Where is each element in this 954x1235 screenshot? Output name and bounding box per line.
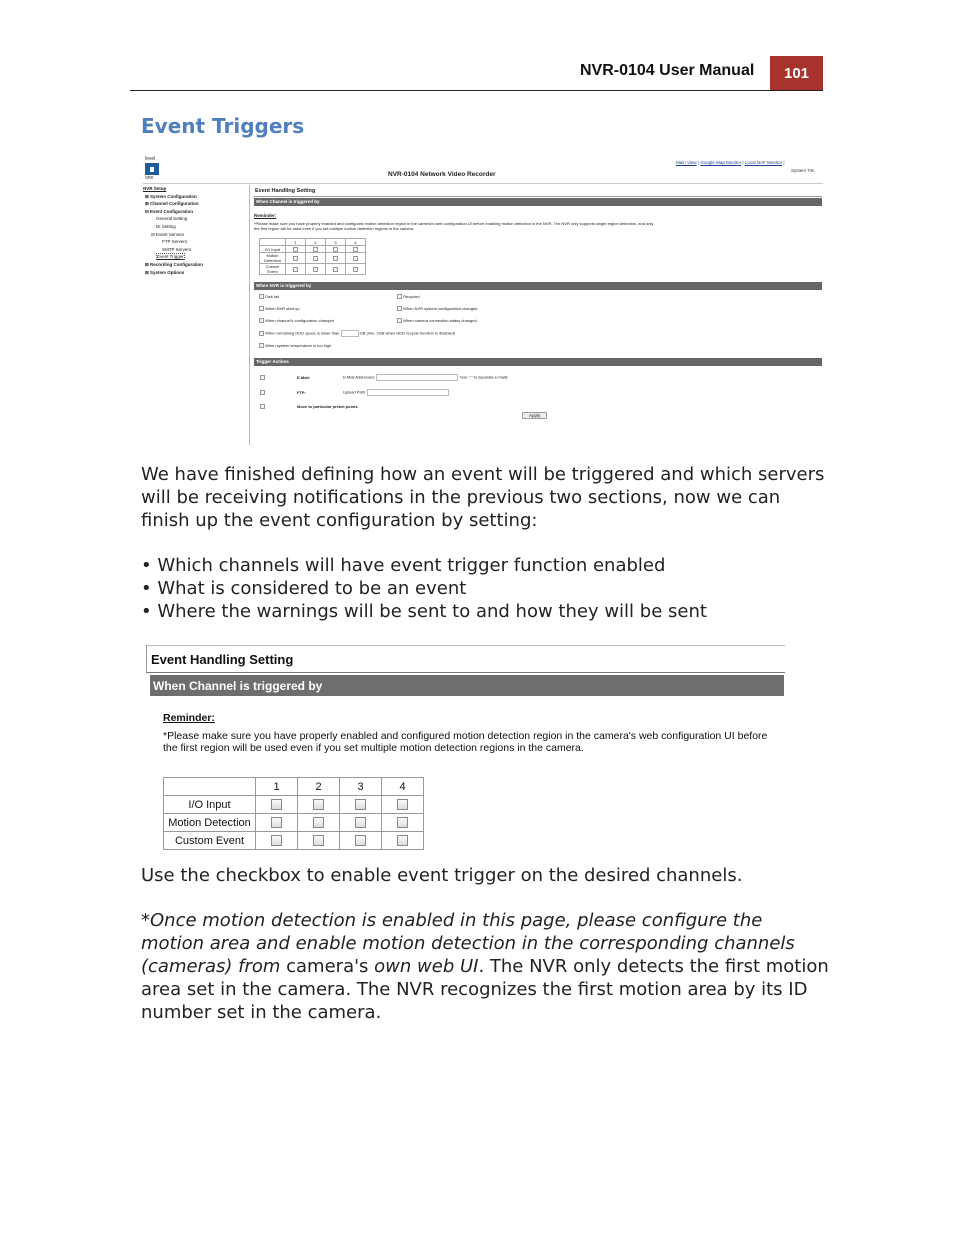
- figure-checkbox-motion-4[interactable]: [397, 817, 408, 828]
- checkbox-custom-4[interactable]: [353, 267, 358, 272]
- channel-header-3: 3: [326, 239, 346, 246]
- row-label-io-input: I/O Input: [260, 246, 286, 253]
- logo-mark-icon: [145, 163, 159, 175]
- figure-row-motion-detection: Motion Detection: [164, 814, 256, 832]
- checkbox-hdd-space-low[interactable]: [259, 331, 264, 336]
- channel-header-2: 2: [306, 239, 326, 246]
- page-number: 101: [770, 56, 823, 91]
- figure-reminder-line-2: the first region will be used even if you set multiple motion detection regions in the camera.: [163, 741, 584, 754]
- figure-checkbox-motion-1[interactable]: [271, 817, 282, 828]
- label-upload-path: Upload Path:: [343, 389, 367, 395]
- logo-text-bottom: one: [145, 175, 154, 181]
- sidebar-item-smtp-servers[interactable]: SMTP Servers: [162, 246, 192, 252]
- checkbox-custom-1[interactable]: [293, 267, 298, 272]
- note-part-4: . The NVR only detects the first motion area set in the camera. The NVR recognizes the first motion area by its ID number set in the camera.: [141, 956, 829, 1023]
- manual-title: NVR-0104 User Manual: [580, 62, 755, 79]
- levelone-logo: [145, 157, 163, 183]
- label-email: E-Mail:: [297, 375, 311, 380]
- figure-channel-header-1: 1: [256, 778, 298, 796]
- nvr-trigger-bar: When NVR is triggered by: [254, 282, 822, 290]
- channel-trigger-table: [259, 238, 366, 275]
- label-temperature-high: When system temperature is too high: [265, 343, 332, 348]
- sidebar-item-general-setting[interactable]: General Setting: [156, 216, 188, 222]
- hdd-threshold-input[interactable]: [341, 330, 359, 337]
- reminder-text: [254, 221, 822, 231]
- checkbox-motion-4[interactable]: [353, 256, 358, 261]
- sidebar-item-system-options[interactable]: ⊞ System Options: [145, 269, 185, 275]
- note-part-2: camera's: [280, 956, 375, 977]
- figure-checkbox-io-2[interactable]: [313, 799, 324, 810]
- label-camera-connection: When camera connection status changed: [403, 318, 477, 323]
- row-label-custom-event: Custom Event: [260, 264, 286, 275]
- channel-header-1: 1: [286, 239, 306, 246]
- channel-header-4: 4: [346, 239, 366, 246]
- figure-checkbox-io-4[interactable]: [397, 799, 408, 810]
- checkbox-io-4[interactable]: [353, 247, 358, 252]
- label-ftp: FTP:: [297, 390, 306, 395]
- figure-heading-box: [146, 645, 785, 673]
- figure-row-io-input: I/O Input: [164, 796, 256, 814]
- header-rule: [130, 90, 823, 91]
- figure-checkbox-custom-3[interactable]: [355, 835, 366, 846]
- checkbox-preset-action[interactable]: [260, 404, 265, 409]
- checkbox-custom-3[interactable]: [333, 267, 338, 272]
- sidebar-item-event-servers[interactable]: ⊟ Event Servers: [151, 231, 185, 237]
- figure-channel-header-3: 3: [340, 778, 382, 796]
- reminder-label: Reminder:: [254, 213, 277, 218]
- figure-channel-header-4: 4: [382, 778, 424, 796]
- sidebar-item-nvr-setup[interactable]: NVR Setup: [143, 186, 167, 191]
- checkbox-nvr-config-changed[interactable]: [397, 306, 402, 311]
- checkbox-motion-2[interactable]: [313, 256, 318, 261]
- panel-heading: Event Handling Setting: [255, 188, 316, 194]
- figure-channel-bar: [150, 675, 784, 696]
- checkbox-custom-2[interactable]: [313, 267, 318, 272]
- section-title: Event Triggers: [141, 114, 305, 138]
- figure-checkbox-io-3[interactable]: [355, 799, 366, 810]
- trigger-actions: [254, 366, 822, 422]
- figure-checkbox-custom-4[interactable]: [397, 835, 408, 846]
- checkbox-motion-1[interactable]: [293, 256, 298, 261]
- label-hdd-suffix: GB (min. 2GB when HDD recycle function is disabled): [359, 330, 456, 336]
- figure-channel-table: [163, 777, 424, 850]
- sidebar-item-channel-configuration[interactable]: ⊞ Channel Configuration: [145, 201, 199, 207]
- checkbox-nvr-start-up[interactable]: [259, 306, 264, 311]
- figure-row-custom-event: Custom Event: [164, 832, 256, 850]
- header-divider: [143, 183, 823, 184]
- checkbox-paragraph: Use the checkbox to enable event trigger on the desired channels.: [141, 865, 743, 886]
- bullet-list: [141, 554, 831, 623]
- figure-checkbox-custom-1[interactable]: [271, 835, 282, 846]
- figure-channel-header-2: 2: [298, 778, 340, 796]
- event-handling-figure: [146, 645, 786, 845]
- top-links: Main View | Google Map Monitor | Local NAF Monitor |: [676, 160, 785, 165]
- checkbox-camera-connection[interactable]: [397, 318, 402, 323]
- motion-note: [141, 909, 831, 1024]
- note-part-1: *Once motion detection is enabled in this page, please configure the motion area and enable motion detection in the corresponding channels (cameras) from: [141, 910, 795, 977]
- system-time: System Tim: [791, 168, 815, 173]
- figure-heading: Event Handling Setting: [151, 652, 294, 667]
- checkbox-channel-config-changed[interactable]: [259, 318, 264, 323]
- reminder-line-1: *Please make sure you have properly enabled and configured motion detection region in the camera's web configuration UI before enabling motion detection in the NVR. The NVR only supports single region detection, and only: [254, 221, 654, 226]
- upload-path-input[interactable]: [367, 389, 449, 396]
- figure-reminder-text: [163, 731, 783, 754]
- figure-reminder-line-1: *Please make sure you have properly enabled and configured motion detection region in the camera's web configuration UI before: [163, 731, 768, 742]
- label-disk-fail: Disk fail: [265, 294, 280, 299]
- checkbox-io-1[interactable]: [293, 247, 298, 252]
- sidebar-item-ftp-servers[interactable]: FTP Servers: [162, 239, 188, 245]
- checkbox-ftp-action[interactable]: [260, 390, 265, 395]
- row-label-motion-detection: Motion Detection: [260, 253, 286, 264]
- sidebar: [143, 185, 249, 276]
- figure-checkbox-motion-3[interactable]: [355, 817, 366, 828]
- checkbox-email-action[interactable]: [260, 375, 265, 380]
- label-nvr-config-changed: When NVR system configuration changed: [403, 306, 478, 311]
- nvr-trigger-options: [254, 292, 822, 358]
- link-google-map-monitor[interactable]: Google Map Monitor: [700, 160, 742, 165]
- label-email-addresses: E-Mail Addresses:: [343, 374, 376, 380]
- figure-channel-bar-label: When Channel is triggered by: [153, 679, 323, 693]
- figure-checkbox-io-1[interactable]: [271, 799, 282, 810]
- label-hdd-space-low: When remaining HDD space is lower than: [265, 330, 340, 336]
- sidebar-item-recording-configuration[interactable]: ⊞ Recording Configuration: [145, 261, 204, 267]
- label-channel-config-changed: When channel's configuration changed: [265, 318, 334, 323]
- link-local-naf-monitor[interactable]: Local NAF Monitor: [744, 160, 783, 165]
- checkbox-motion-3[interactable]: [333, 256, 338, 261]
- checkbox-temperature-high[interactable]: [259, 343, 264, 348]
- checkbox-disk-fail[interactable]: [259, 294, 264, 299]
- label-preset-points: Move to particular preset points: [297, 404, 358, 409]
- sidebar-item-event-trigger[interactable]: Event Trigger: [157, 254, 184, 260]
- sidebar-item-system-configuration[interactable]: ⊞ System Configuration: [145, 193, 197, 199]
- figure-checkbox-custom-2[interactable]: [313, 835, 324, 846]
- sidebar-item-di-setting[interactable]: DI Setting: [156, 223, 176, 229]
- figure-checkbox-motion-2[interactable]: [313, 817, 324, 828]
- bullet-item: • Where the warnings will be sent to and how they will be sent: [141, 601, 707, 622]
- logo-text-top: level: [145, 156, 156, 162]
- nvr-title: NVR-0104 Network Video Recorder: [388, 171, 496, 178]
- link-main-view[interactable]: Main View: [676, 160, 697, 165]
- checkbox-io-2[interactable]: [313, 247, 318, 252]
- intro-paragraph: We have finished defining how an event will be triggered and which servers will be receiving notifications in the previous two sections, now we can finish up the event configuration by setting:: [141, 464, 825, 531]
- event-handling-panel: [254, 187, 822, 422]
- channel-trigger-bar: When Channel is triggered by: [254, 198, 822, 206]
- sidebar-divider: [249, 185, 250, 445]
- reminder-line-2: the first region will be used even if you set multiple motion detection regions in the camera.: [254, 226, 415, 231]
- label-nvr-start-up: When NVR start up: [265, 306, 300, 311]
- label-recycled: Recycled: [403, 294, 420, 299]
- trigger-actions-bar: Trigger Actions: [254, 358, 822, 366]
- nvr-screenshot: [143, 155, 823, 445]
- figure-reminder-label: Reminder:: [163, 712, 215, 724]
- sidebar-item-event-configuration[interactable]: ⊟ Event Configuration: [145, 208, 194, 214]
- email-addresses-input[interactable]: [376, 374, 458, 381]
- email-hint: *use ";" to separate e-mails: [459, 374, 508, 380]
- note-part-3: own web UI: [374, 956, 479, 977]
- bullet-item: • What is considered to be an event: [141, 578, 467, 599]
- apply-button[interactable]: Apply: [522, 412, 547, 419]
- checkbox-recycled[interactable]: [397, 294, 402, 299]
- bullet-item: • Which channels will have event trigger function enabled: [141, 555, 666, 576]
- checkbox-io-3[interactable]: [333, 247, 338, 252]
